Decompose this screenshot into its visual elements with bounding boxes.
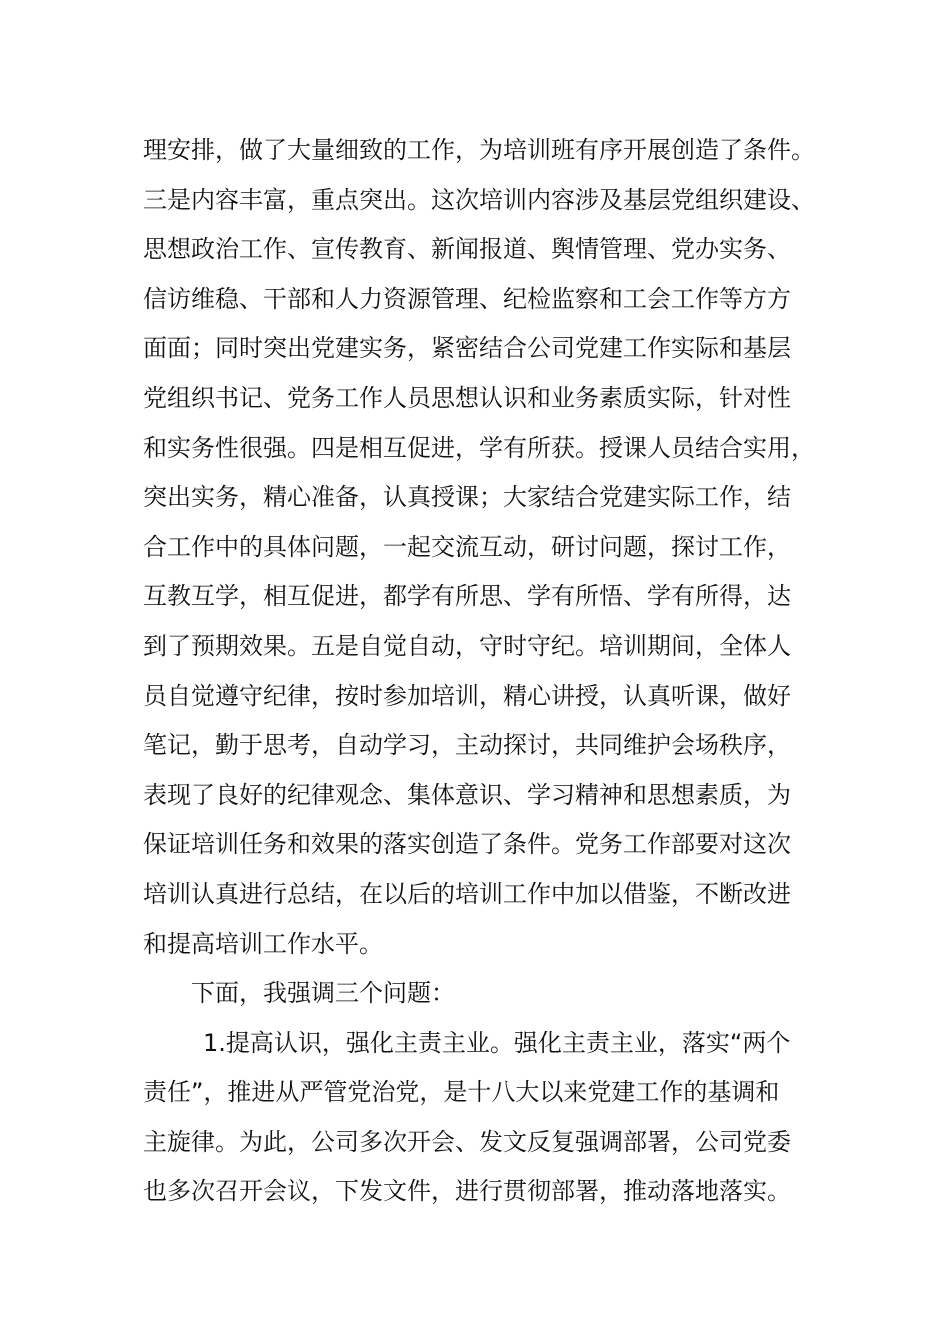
text-line: 责任”，推进从严管党治党，是十八大以来党建工作的基调和 [143,1078,780,1107]
text-line: 和实务性很强。四是相互促进，学有所获。授课人员结合实用， [143,433,815,462]
text-line: 笔记，勤于思考，自动学习，主动探讨，共同维护会场秩序， [143,731,791,760]
text-line: 和提高培训工作水平。 [143,929,383,958]
text-line: 互教互学，相互促进，都学有所思、学有所悟、学有所得，达 [143,582,791,611]
text-line: 信访维稳、干部和人力资源管理、纪检监察和工会工作等方方 [143,284,791,313]
text-line: 三是内容丰富，重点突出。这次培训内容涉及基层党组织建设、 [143,185,815,214]
text-line: 到了预期效果。五是自觉自动，守时守纪。培训期间，全体人 [143,631,791,660]
document-body [143,126,823,1217]
text-line: 也多次召开会议，下发文件，进行贯彻部署，推动落地落实。 [143,1177,791,1206]
paragraph-intro-line: 下面，我强调三个问题： [191,979,455,1008]
text-line: 保证培训任务和效果的落实创造了条件。党务工作部要对这次 [143,830,791,859]
text-line: 员自觉遵守纪律，按时参加培训，精心讲授，认真听课，做好 [143,681,791,710]
text-line: 主旋律。为此，公司多次开会、发文反复强调部署，公司党委 [143,1127,791,1156]
text-line: 面面；同时突出党建实务，紧密结合公司党建工作实际和基层 [143,334,791,363]
text-line: 党组织书记、党务工作人员思想认识和业务素质实际，针对性 [143,383,791,412]
text-line: 突出实务，精心准备，认真授课；大家结合党建实际工作，结 [143,483,791,512]
text-line: 理安排，做了大量细致的工作，为培训班有序开展创造了条件。 [143,136,815,164]
text-line: 思想政治工作、宣传教育、新闻报道、舆情管理、党办实务、 [143,235,791,264]
text-line: 合工作中的具体问题，一起交流互动，研讨问题，探讨工作， [143,532,791,561]
text-line: 培训认真进行总结，在以后的培训工作中加以借鉴，不断改进 [143,879,791,908]
text-line: 表现了良好的纪律观念、集体意识、学习精神和思想素质，为 [143,780,791,809]
numbered-item-heading-line: 1.提高认识，强化主责主业。强化主责主业，落实“两个 [203,1028,791,1057]
